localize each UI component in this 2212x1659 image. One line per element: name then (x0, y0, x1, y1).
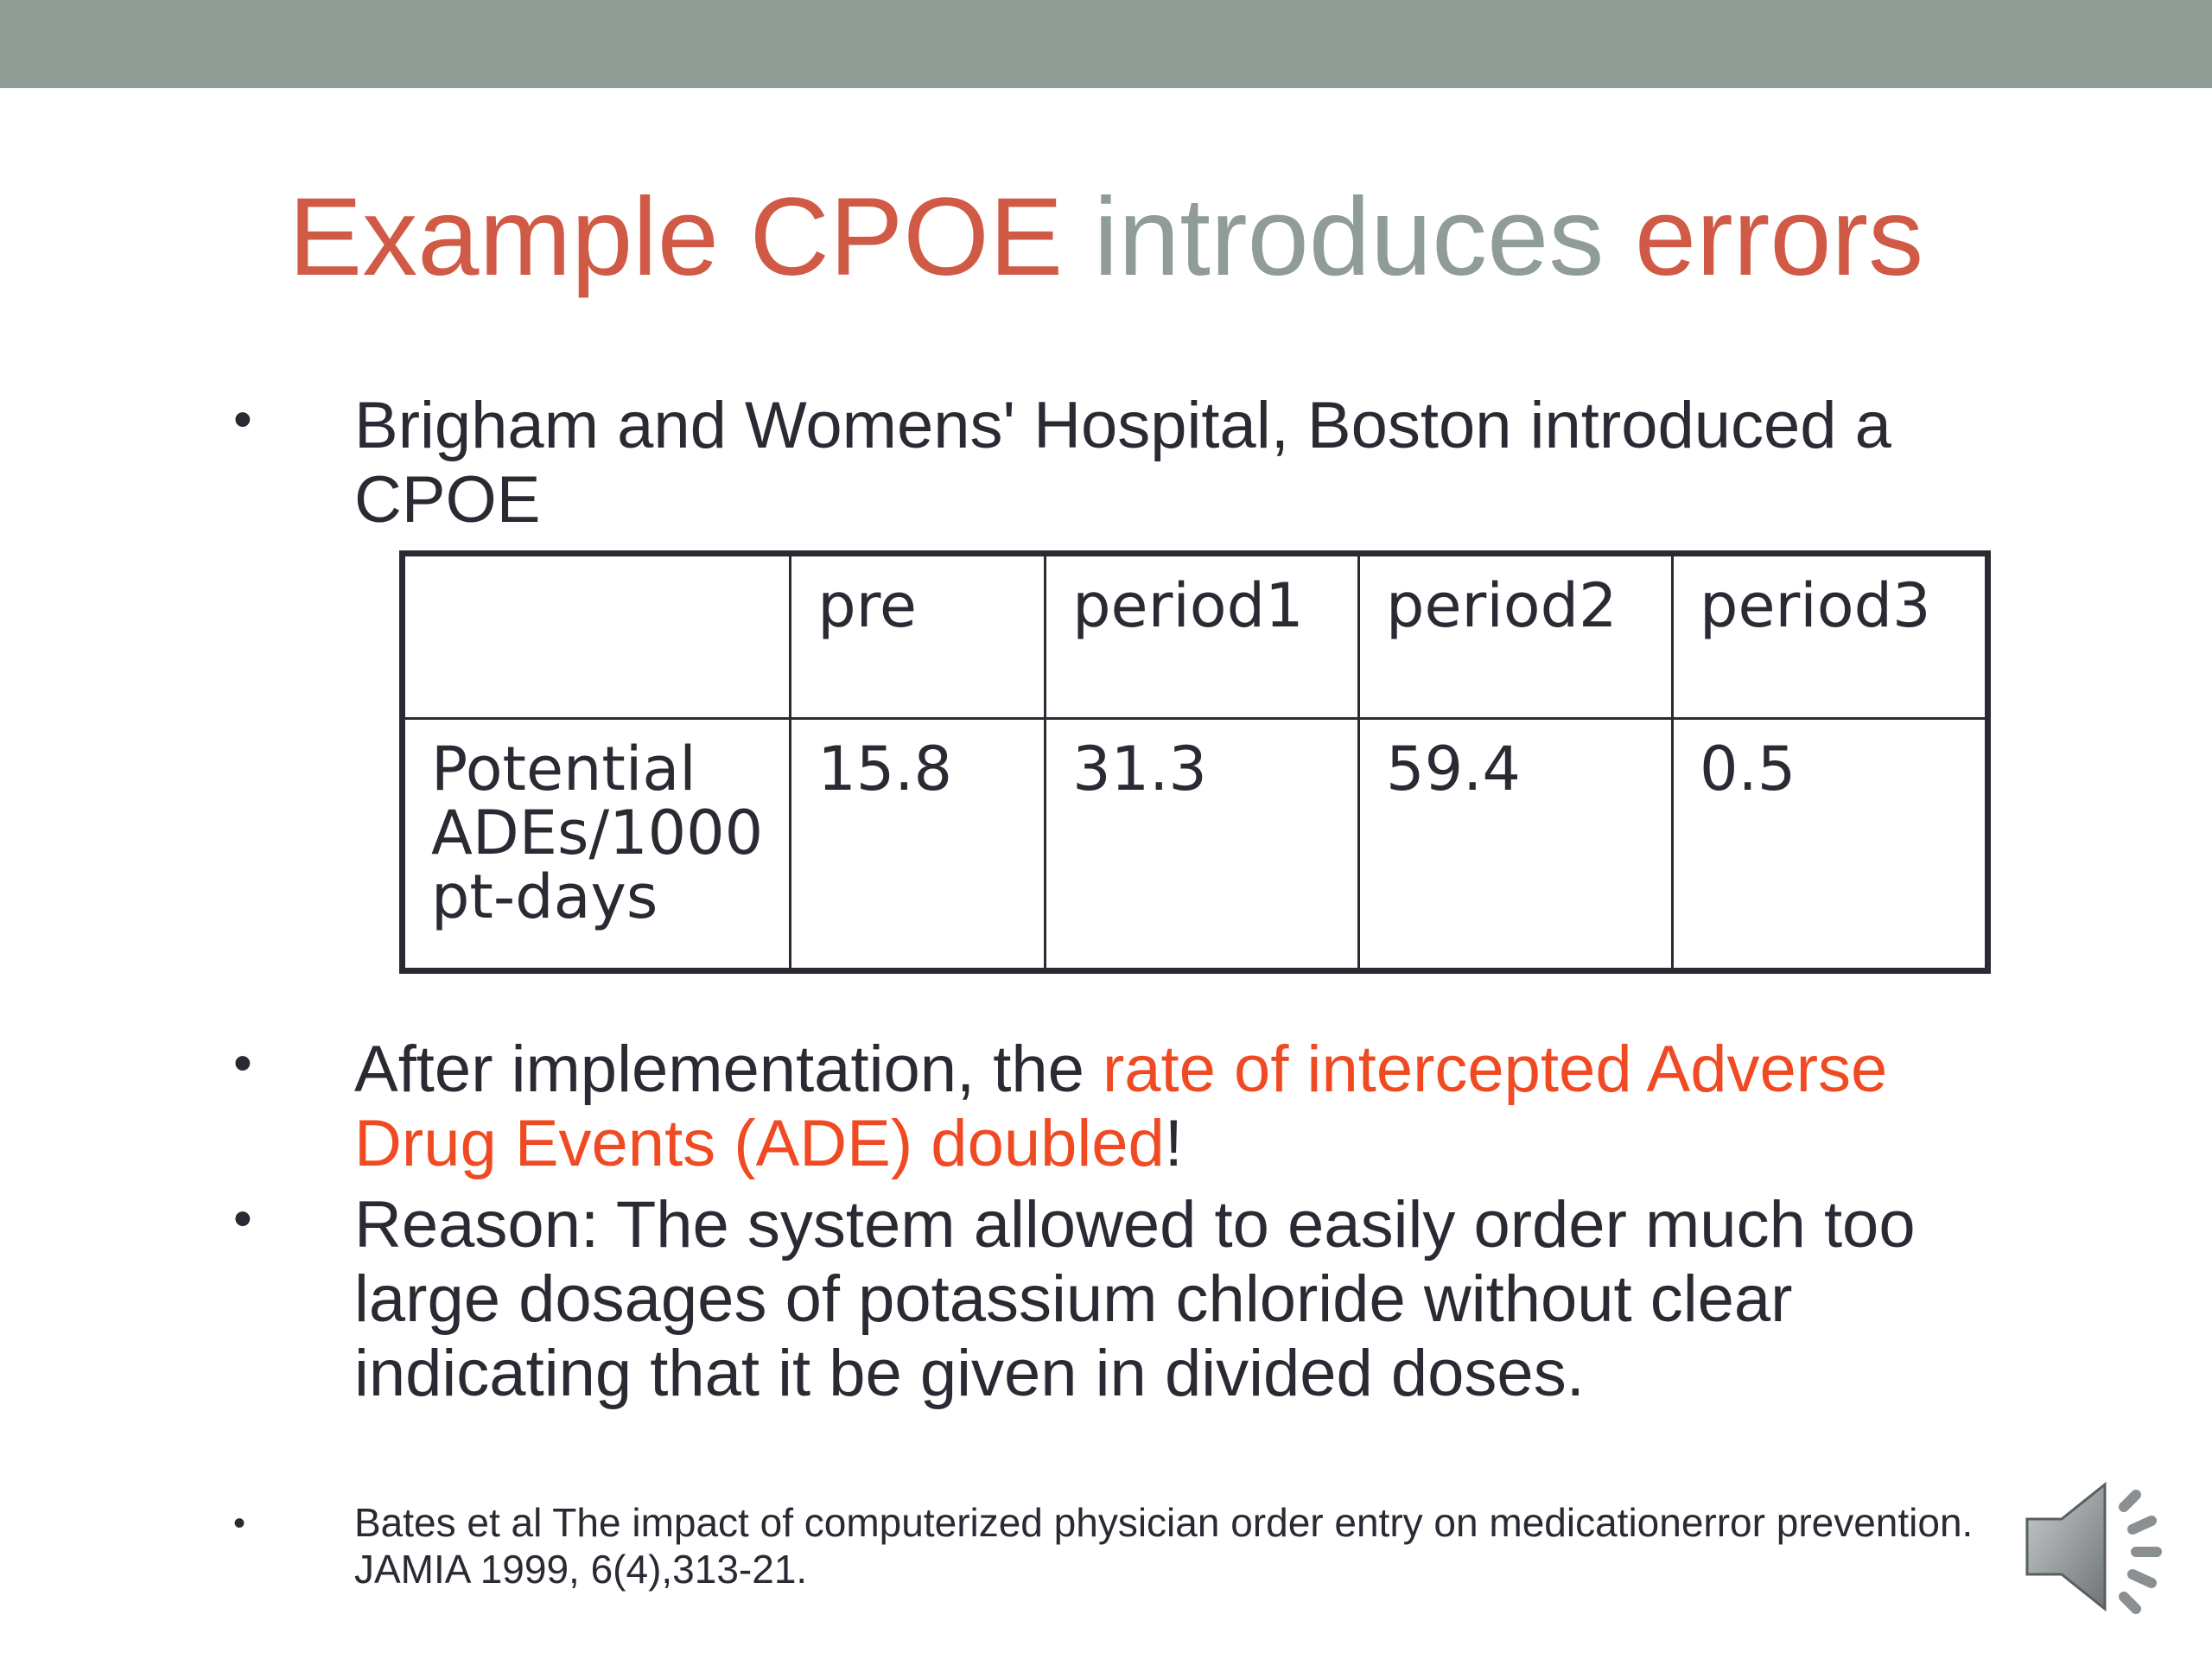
bullet-text: Reason: The system allowed to easily order much too large dosages of potassium chloride without clear indicating that it be given in divided doses. (354, 1188, 1916, 1410)
highlighted-text: rate of intercepted Adverse Drug Events (ADE) doubled (354, 1033, 1888, 1180)
bullet-text-tail: ! (1164, 1107, 1183, 1180)
table-cell: 59.4 (1359, 719, 1673, 971)
top-banner (0, 0, 2212, 88)
table-row-label: Potential ADEs/1000 pt-days (403, 719, 791, 971)
title-part-2: introduces (1093, 175, 1605, 299)
bullet-dot: • (233, 1189, 252, 1249)
speaker-icon[interactable] (2022, 1469, 2177, 1624)
table-header-cell: period1 (1046, 554, 1359, 719)
table-header-cell (403, 554, 791, 719)
bullet-dot: • (233, 1033, 252, 1093)
table-cell: 0.5 (1673, 719, 1988, 971)
bullet-text-lead: After implementation, the (354, 1033, 1103, 1106)
bullet-dot: • (233, 1504, 246, 1542)
table-header-cell: period3 (1673, 554, 1988, 719)
ade-rate-table (399, 550, 1991, 974)
table-row (403, 719, 1988, 971)
table-header-cell: period2 (1359, 554, 1673, 719)
table-cell: 31.3 (1046, 719, 1359, 971)
title-part-1: Example CPOE (288, 175, 1064, 299)
table-cell: 15.8 (791, 719, 1046, 971)
slide-title (0, 173, 2212, 302)
table-header-cell: pre (791, 554, 1046, 719)
bullet-text: Brigham and Womens' Hospital, Boston introduced a CPOE (354, 389, 1891, 537)
table-header-row (403, 554, 1988, 719)
bullet-text (354, 1033, 2031, 1181)
reference-text: Bates et al The impact of computerized physician order entry on medicationerror prevention. JAMIA 1999, 6(4),313-21. (354, 1500, 1974, 1592)
bullet-dot: • (233, 390, 252, 449)
title-part-3: errors (1634, 175, 1924, 299)
